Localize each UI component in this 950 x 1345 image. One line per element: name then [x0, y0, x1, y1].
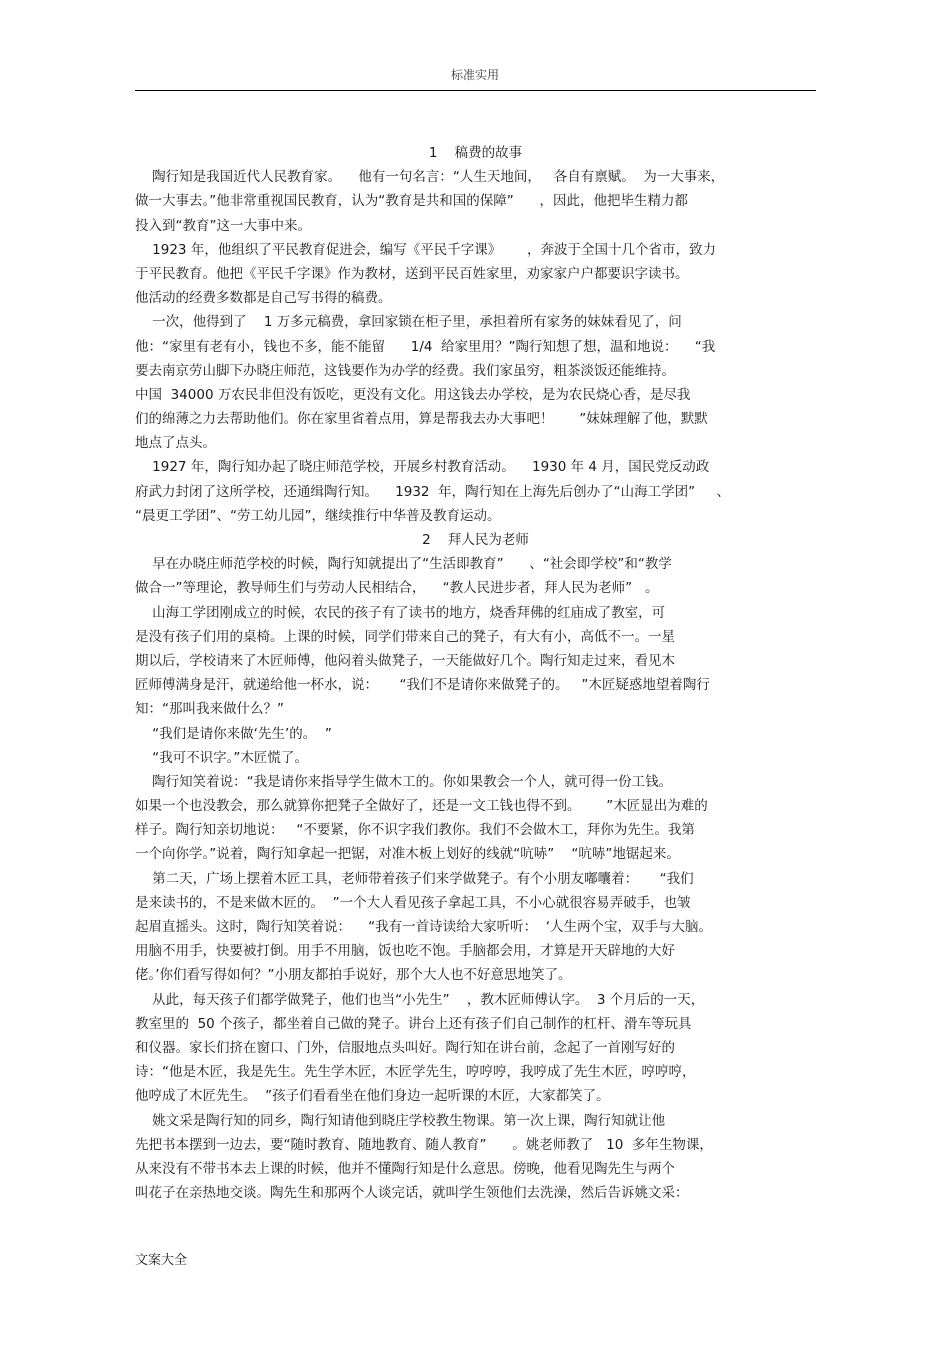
text-line: 如果一个也没教会，那么就算你把凳子全做好了，还是一文工钱也得不到。 ”木匠显出为难的: [135, 798, 708, 815]
text-line: 做合一”等理论，教导师生们与劳动人民相结合， “教人民进步者，拜人民为老师” 。: [135, 580, 659, 597]
page-footer: 文案大全: [135, 1253, 188, 1268]
text-line: 从此，每天孩子们都学做凳子，他们也当“小先生” ，教木匠师傅认字。 3 个月后的一天，: [135, 991, 705, 1008]
text-line: 们的绵薄之力去帮助他们。你在家里省着点用，算是帮我去办大事吧！ ”妹妹理解了他，默默: [135, 411, 708, 428]
text-line: 叫花子在亲热地交谈。陶先生和那两个人谈完话，就叫学生领他们去洗澡，然后告诉姚文采：: [135, 1185, 689, 1202]
text-line: “我们是请你来做‘先生’的。 ”: [135, 725, 332, 742]
text-line: “晨更工学团”、“劳工幼儿园”，继续推行中华普及教育运动。: [135, 507, 501, 524]
section-heading: 1 稿费的故事: [428, 145, 523, 161]
text-line: 山海工学团刚成立的时候，农民的孩子有了读书的地方，烧香拜佛的红庙成了教室，可: [135, 604, 666, 621]
text-line: 他哼成了木匠先生。 ”孩子们看看坐在他们身边一起听课的木匠，大家都笑了。: [135, 1088, 610, 1105]
text-line: 要去南京劳山脚下办晓庄师范，这钱要作为办学的经费。我们家虽穷，粗茶淡饭还能维持。: [135, 362, 675, 379]
text-line: 做一大事去。”他非常重视国民教育，认为“教育是共和国的保障” ，因此，他把毕生精力都: [135, 193, 688, 210]
text-line: 1927 年，陶行知办起了晓庄师范学校，开展乡村教育活动。 1930 年 4 月，国民党反动政: [135, 459, 710, 476]
text-line: “我可不识字。”木匠慌了。: [135, 749, 308, 766]
text-line: 1923 年，他组织了平民教育促进会，编写《平民千字课》 ，奔波于全国十几个省市，致力: [135, 241, 717, 258]
header-divider: [135, 90, 816, 91]
text-line: 投入到“教育”这一大事中来。: [135, 217, 311, 234]
text-line: 府武力封闭了这所学校，还通缉陶行知。 1932 年，陶行知在上海先后创办了“山海工学团” 、: [135, 483, 731, 500]
text-line: 是来读书的，不是来做木匠的。 ”一个大人看见孩子拿起工具，不小心就很容易弄破手，也皱: [135, 894, 691, 911]
text-line: 中国 34000 万农民非但没有饭吃，更没有文化。用这钱去办学校，是为农民烧心香，是尽我: [135, 386, 691, 403]
text-line: 起眉直摇头。这时，陶行知笑着说： “我有一首诗读给大家听听： ‘人生两个宝，双手与大脑。: [135, 919, 713, 935]
text-line: 他：“家里有老有小，钱也不多，能不能留 1/4 给家里用？”陶行知想了想，温和地说： “我: [135, 338, 716, 355]
text-line: 于平民教育。他把《平民千字课》作为教材，送到平民百姓家里，劝家家户户都要识字读书。: [135, 265, 689, 282]
text-line: 是没有孩子们用的桌椅。上课的时候，同学们带来自己的凳子，有大有小，高低不一。一星: [135, 628, 675, 645]
text-line: 一个向你学。”说着，陶行知拿起一把锯，对准木板上划好的线就“吭哧” “吭哧”地锯起来。: [135, 846, 680, 863]
text-line: 早在办晓庄师范学校的时候，陶行知就提出了“生活即教育” 、“社会即学校”和“教学: [135, 556, 672, 573]
text-line: 样子。陶行知亲切地说： “不要紧，你不识字我们教你。我们不会做木工，拜你为先生。我第: [135, 822, 695, 839]
text-line: 第二天，广场上摆着木匠工具，老师带着孩子们来学做凳子。有个小朋友嘟囔着： “我们: [135, 870, 694, 887]
text-line: 佬。’你们看写得如何？”小朋友都拍手说好，那个大人也不好意思地笑了。: [135, 967, 572, 984]
text-line: 从来没有不带书本去上课的时候，他并不懂陶行知是什么意思。傍晚，他看见陶先生与两个: [135, 1160, 675, 1177]
text-line: 用脑不用手，快要被打倒。用手不用脑，饭也吃不饱。手脑都会用，才算是开天辟地的大好: [135, 943, 675, 960]
text-line: 陶行知是我国近代人民教育家。 他有一句名言：“人生天地间， 各自有禀赋。 为一大事来，: [135, 169, 725, 186]
section-heading: 2 拜人民为老师: [422, 532, 529, 548]
page-header: 标准实用: [450, 68, 499, 82]
text-line: 一次，他得到了 1 万多元稿费，拿回家锁在柜子里，承担着所有家务的妹妹看见了，问: [135, 314, 682, 331]
text-line: 地点了点头。: [135, 435, 216, 452]
text-line: 期以后，学校请来了木匠师傅，他闷着头做凳子，一天能做好几个。陶行知走过来，看见木: [135, 652, 675, 669]
text-line: 匠师傅满身是汗，就递给他一杯水，说： “我们不是请你来做凳子的。 ”木匠疑惑地望着陶行: [135, 677, 710, 694]
text-line: 陶行知笑着说：“我是请你来指导学生做木工的。你如果教会一个人，就可得一份工钱。: [135, 773, 673, 790]
text-line: 先把书本摆到一边去，要“随时教育、随地教育、随人教育” 。姚老师教了 10 多年生物课，: [135, 1136, 713, 1153]
document-body: [135, 141, 816, 1205]
text-line: 诗：“他是木匠，我是先生。先生学木匠，木匠学先生，哼哼哼，我哼成了先生木匠，哼哼哼，: [135, 1064, 696, 1081]
text-line: 知：“那叫我来做什么？”: [135, 701, 284, 718]
text-line: 他活动的经费多数都是自己写书得的稿费。: [135, 290, 392, 307]
text-line: 姚文采是陶行知的同乡，陶行知请他到晓庄学校教生物课。第一次上课，陶行知就让他: [135, 1112, 666, 1129]
text-line: 和仪器。家长们挤在窗口、门外，信服地点头叫好。陶行知在讲台前，念起了一首刚写好的: [135, 1039, 675, 1056]
text-line: 教室里的 50 个孩子，都坐着自己做的凳子。讲台上还有孩子们自己制作的杠杆、滑车等玩具: [135, 1015, 692, 1032]
